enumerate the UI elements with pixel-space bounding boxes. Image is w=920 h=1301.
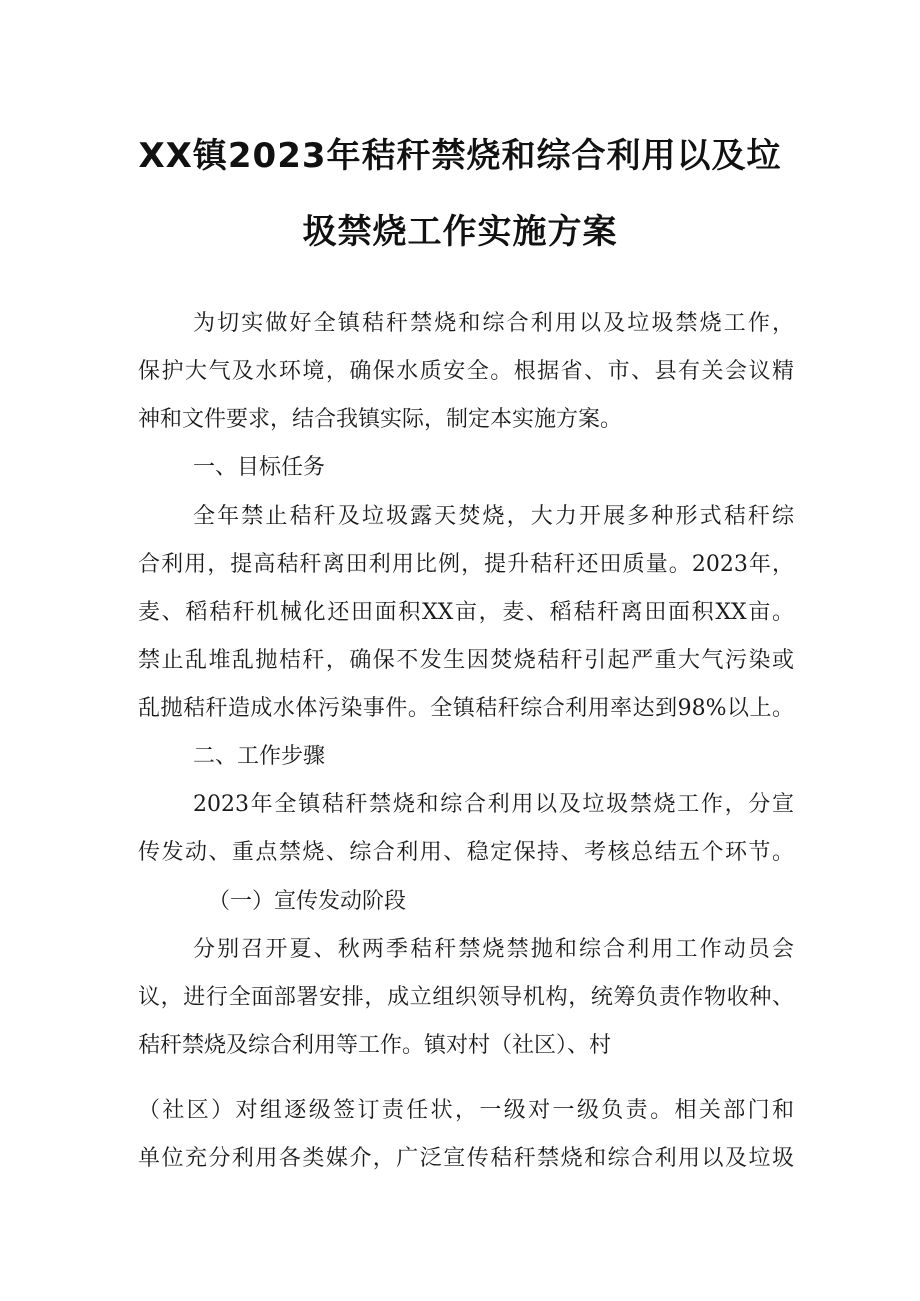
section-heading-steps: 二、工作步骤 xyxy=(193,744,326,769)
publicity-paragraph-line-1: 分别召开夏、秋两季秸秆禁烧禁抛和综合利用工作动员会 xyxy=(193,937,794,962)
intro-paragraph-line-1: 为切实做好全镇秸秆禁烧和综合利用以及垃圾禁烧工作， xyxy=(193,311,794,336)
goals-paragraph-line-2: 合利用，提高秸秆离田利用比例，提升秸秆还田质量。2023年， xyxy=(138,552,794,577)
publicity-paragraph-line-3: 秸秆禁烧及综合利用等工作。镇对村（社区）、村 xyxy=(138,1033,612,1058)
goals-paragraph-line-4: 禁止乱堆乱抛桔秆，确保不发生因焚烧秸秆引起严重大气污染或 xyxy=(138,648,794,673)
document-title-line-2: 圾禁烧工作实施方案 xyxy=(302,212,618,252)
publicity-paragraph-line-2: 议，进行全面部署安排，成立组织领导机构，统筹负责作物收种、 xyxy=(138,985,794,1010)
steps-paragraph-line-1: 2023年全镇秸秆禁烧和综合利用以及垃圾禁烧工作，分宣 xyxy=(193,792,794,817)
subsection-heading-publicity: （一）宣传发动阶段 xyxy=(208,889,407,914)
intro-paragraph-line-3: 神和文件要求，结合我镇实际，制定本实施方案。 xyxy=(138,407,623,432)
goals-paragraph-line-5: 乱抛秸秆造成水体污染事件。全镇秸秆综合利用率达到98%以上。 xyxy=(138,696,794,721)
goals-paragraph-line-1: 全年禁止秸秆及垃圾露天焚烧，大力开展多种形式秸秆综 xyxy=(193,504,794,529)
intro-paragraph-line-2: 保护大气及水环境，确保水质安全。根据省、市、县有关会议精 xyxy=(138,359,794,384)
document-title-line-1: XX镇2023年秸秆禁烧和综合利用以及垃 xyxy=(138,136,782,176)
publicity-paragraph-line-4: （社区）对组逐级签订责任状，一级对一级负责。相关部门和 xyxy=(138,1098,794,1123)
section-heading-goals: 一、目标任务 xyxy=(193,455,326,480)
publicity-paragraph-line-5: 单位充分利用各类媒介，广泛宣传秸秆禁烧和综合利用以及垃圾 xyxy=(138,1146,794,1171)
steps-paragraph-line-2: 传发动、重点禁烧、综合利用、稳定保持、考核总结五个环节。 xyxy=(138,840,794,865)
goals-paragraph-line-3: 麦、稻秸秆机械化还田面积XX亩，麦、稻秸秆离田面积XX亩。 xyxy=(138,600,794,625)
